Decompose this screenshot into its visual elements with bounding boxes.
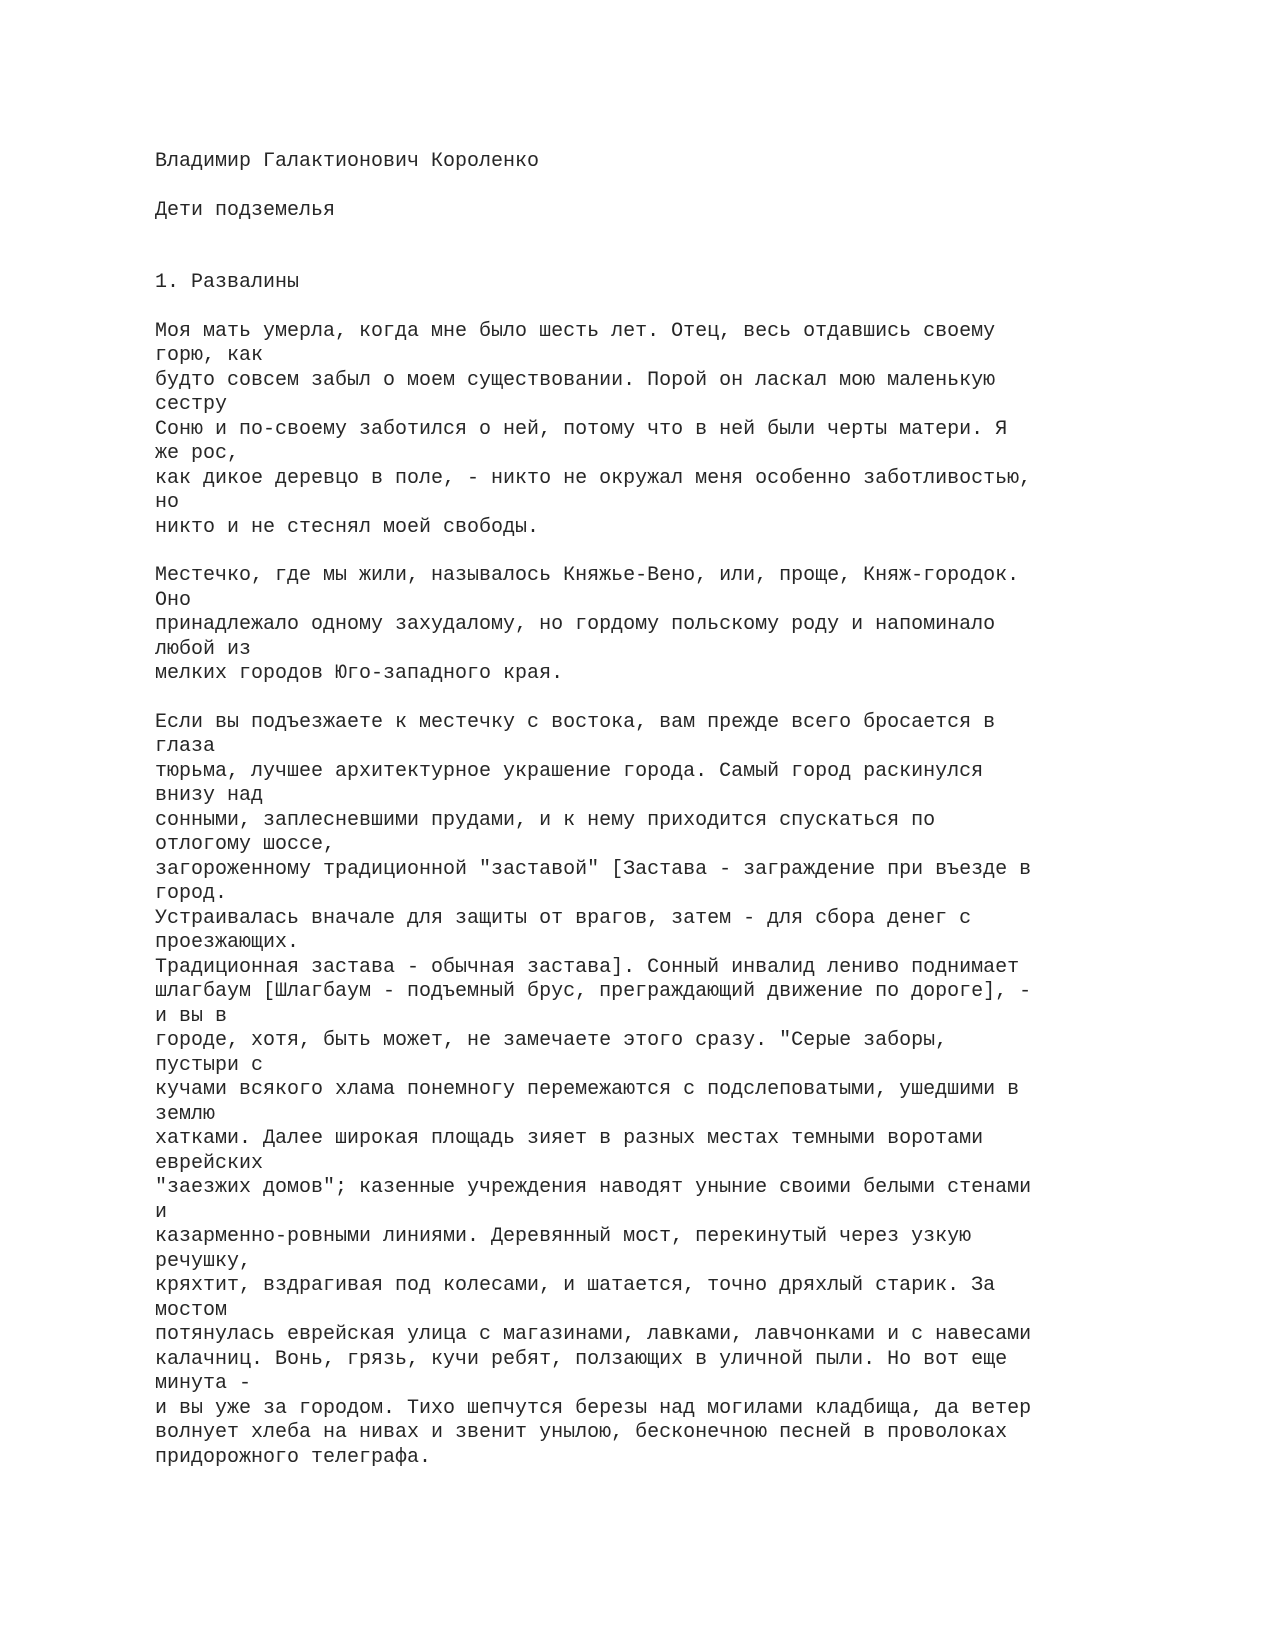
text-line: Моя мать умерла, когда мне было шесть лет. Отец, весь отдавшись своему: [155, 319, 996, 343]
text-line: "заезжих домов"; казенные учреждения наводят уныние своими белыми стенами: [155, 1176, 1032, 1199]
text-line: мостом: [155, 1298, 228, 1322]
text-line: глаза: [155, 735, 216, 758]
text-line: никто и не стеснял моей свободы.: [155, 515, 540, 539]
text-line: проезжающих.: [155, 931, 300, 954]
text-line: Местечко, где мы жили, называлось Княжье-Вено, или, проще, Княж-городок.: [155, 564, 1020, 587]
text-line: тюрьма, лучшее архитектурное украшение города. Самый город раскинулся: [155, 759, 984, 783]
text-line: придорожного телеграфа.: [155, 1445, 432, 1469]
text-line: калачниц. Вонь, грязь, кучи ребят, ползающих в уличной пыли. Но вот еще: [155, 1347, 1008, 1371]
text-line: Традиционная застава - обычная застава]. Сонный инвалид лениво поднимает: [155, 955, 1020, 979]
text-line: но: [155, 491, 180, 514]
text-line: потянулась еврейская улица с магазинами, лавками, лавчонками и с навесами: [155, 1323, 1032, 1346]
text-line: кучами всякого хлама понемногу перемежаются с подслеповатыми, ушедшими в: [155, 1078, 1020, 1101]
paragraph: [155, 564, 1135, 687]
text-line: же рос,: [155, 442, 240, 465]
text-line: пустыри с: [155, 1053, 264, 1077]
text-line: Устраивалась вначале для защиты от врагов, затем - для сбора денег с: [155, 906, 972, 930]
text-line: сонными, заплесневшими прудами, и к нему приходится спускаться по: [155, 808, 936, 832]
text-line: Оно: [155, 588, 192, 612]
text-line: загороженному традиционной "заставой" [Застава - заграждение при въезде в: [155, 857, 1032, 881]
text-line: будто совсем забыл о моем существовании. Порой он ласкал мою маленькую: [155, 368, 996, 392]
text-line: горю, как: [155, 344, 264, 367]
text-line: Если вы подъезжаете к местечку с востока, вам прежде всего бросается в: [155, 710, 996, 734]
author-name: Владимир Галактионович Короленко: [155, 150, 540, 173]
text-line: мелких городов Юго-западного края.: [155, 662, 564, 685]
text-line: внизу над: [155, 784, 264, 807]
text-line: любой из: [155, 637, 252, 661]
book-title: Дети подземелья: [155, 198, 336, 222]
text-line: и вы в: [155, 1004, 228, 1028]
text-line: Соню и по-своему заботился о ней, потому что в ней были черты матери. Я: [155, 417, 1008, 441]
text-line: и вы уже за городом. Тихо шепчутся березы над могилами кладбища, да ветер: [155, 1396, 1032, 1420]
text-line: городе, хотя, быть может, не замечаете этого сразу. "Серые заборы,: [155, 1029, 948, 1052]
text-line: минута -: [155, 1372, 252, 1395]
text-line: сестру: [155, 393, 228, 416]
text-line: кряхтит, вздрагивая под колесами, и шатается, точно дряхлый старик. За: [155, 1274, 996, 1297]
document-text: [155, 150, 1135, 1470]
text-line: и: [155, 1200, 168, 1224]
paragraphs: [155, 320, 1135, 1471]
text-line: город.: [155, 882, 228, 905]
text-line: шлагбаум [Шлагбаум - подъемный брус, преграждающий движение по дороге], -: [155, 980, 1032, 1003]
paragraph: [155, 711, 1135, 1471]
text-line: волнует хлеба на нивах и звенит унылою, бесконечною песней в проволоках: [155, 1421, 1008, 1444]
text-line: речушку,: [155, 1249, 252, 1273]
text-line: как дикое деревцо в поле, - никто не окружал меня особенно заботливостью,: [155, 466, 1032, 490]
text-line: принадлежало одному захудалому, но гордому польскому роду и напоминало: [155, 613, 996, 636]
chapter-heading: 1. Развалины: [155, 271, 300, 294]
text-line: еврейских: [155, 1151, 264, 1175]
text-line: хатками. Далее широкая площадь зияет в разных местах темными воротами: [155, 1127, 984, 1150]
paragraph: [155, 320, 1135, 541]
text-line: землю: [155, 1102, 216, 1126]
text-line: отлогому шоссе,: [155, 833, 336, 856]
text-line: казарменно-ровными линиями. Деревянный мост, перекинутый через узкую: [155, 1225, 972, 1248]
